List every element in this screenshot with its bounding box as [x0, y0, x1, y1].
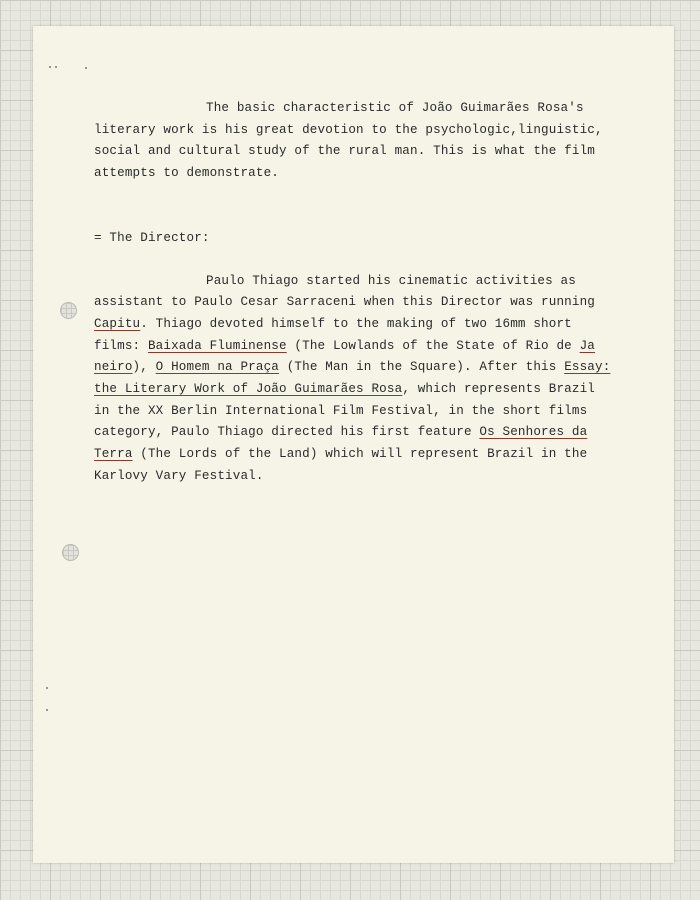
- paper-speck: [55, 66, 57, 68]
- paper-speck: [46, 709, 48, 711]
- paragraph-intro: [94, 98, 604, 185]
- paper-speck: [49, 66, 51, 68]
- text-line: social and cultural study of the rural man. This is what the film: [94, 144, 595, 159]
- text-segment: films:: [94, 338, 148, 353]
- film-title-essay: Essay:: [564, 360, 611, 375]
- text-segment: (The Lowlands of the State of Rio de: [286, 338, 580, 353]
- text-segment: (The Lords of the Land) which will represent Brazil in the: [132, 447, 588, 462]
- text-line: [94, 444, 604, 466]
- paragraph-director: [94, 271, 611, 488]
- film-title-capitu: Capitu: [94, 316, 141, 331]
- text-segment: , which represents Brazil: [402, 382, 595, 397]
- text-segment: (The Man in the Square). After this: [279, 360, 565, 375]
- text-line: Paulo Thiago started his cinematic activities as: [206, 273, 576, 288]
- text-segment: . Thiago devoted himself to the making of two 16mm short: [140, 316, 572, 331]
- film-title-terra: Terra: [94, 447, 133, 462]
- typed-text: [94, 98, 611, 488]
- text-line: The basic characteristic of João Guimarães Rosa's: [206, 101, 584, 115]
- text-line: Karlovy Vary Festival.: [94, 468, 264, 483]
- text-line: in the XX Berlin International Film Festival, in the short films: [94, 403, 588, 418]
- text-segment: category, Paulo Thiago directed his first feature: [94, 425, 480, 440]
- film-title-baixada: Baixada Fluminense: [147, 338, 287, 353]
- underlined-fragment: neiro: [94, 360, 133, 375]
- text-line: [94, 336, 604, 358]
- text-line: literary work is his great devotion to the psychologic,linguistic,: [94, 122, 603, 137]
- film-title-essay-cont: the Literary Work of João Guimarães Rosa: [94, 382, 403, 397]
- text-line: attempts to demonstrate.: [94, 166, 279, 181]
- text-line: [94, 357, 611, 379]
- section-heading: = The Director:: [94, 230, 210, 245]
- text-segment: ),: [132, 360, 156, 375]
- text-line: [94, 379, 604, 401]
- paper-speck: [46, 687, 48, 689]
- text-line: [94, 314, 604, 336]
- punch-hole-top: [60, 302, 77, 319]
- text-line: [94, 422, 604, 444]
- text-line: assistant to Paulo Cesar Sarraceni when this Director was running: [94, 295, 595, 310]
- film-title-senhores: Os Senhores da: [479, 425, 588, 440]
- punch-hole-bottom: [62, 544, 79, 561]
- paper-speck: [85, 67, 87, 69]
- underlined-fragment: Ja: [579, 338, 596, 353]
- film-title-homem: O Homem na Praça: [155, 360, 279, 375]
